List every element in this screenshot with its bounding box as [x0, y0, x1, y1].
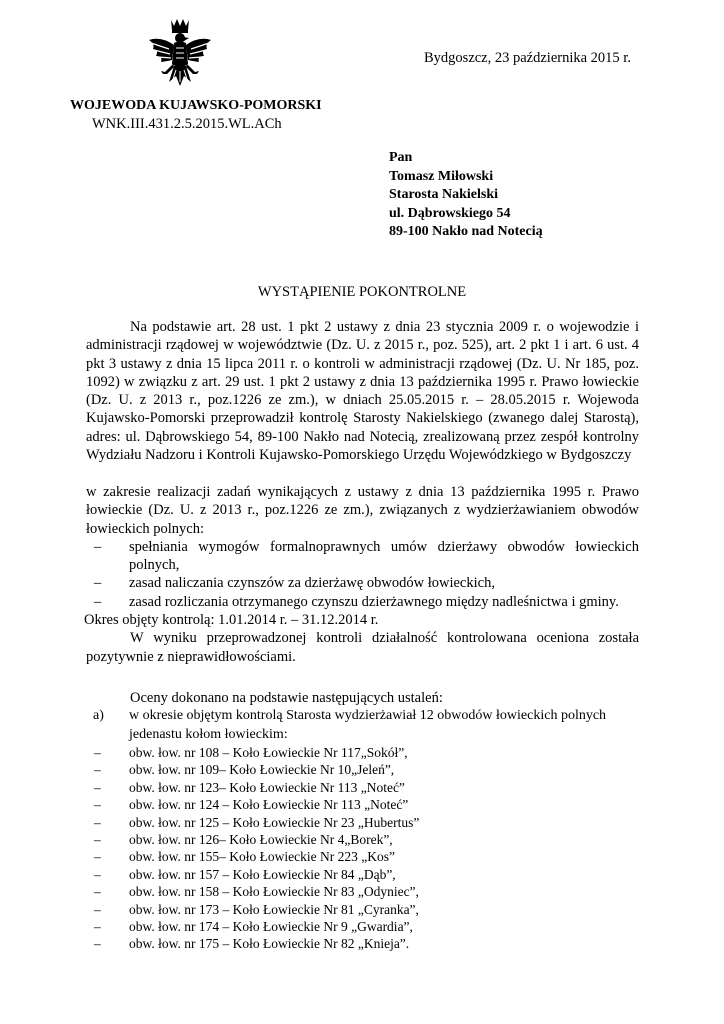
list-item: – obw. łow. nr 108 – Koło Łowieckie Nr 117„Sokół”,: [94, 744, 408, 760]
list-item: – obw. łow. nr 124 – Koło Łowieckie Nr 113 „Noteć”: [94, 797, 409, 813]
intro-paragraph: Na podstawie art. 28 ust. 1 pkt 2 ustawy z dnia 23 stycznia 2009 r. o wojewodzie i administracji rządowej w województwie (Dz. U. z 2015 r., poz. 525), art. 2 pkt 1 i art. 6 ust. 4 pkt 3 ustawy z dnia 15 lipca 2011 r. o kontroli w administracji rządowej (Dz. U. Nr 185, poz. 1092) w związku z art. 29 ust. 1 pkt 2 ustawy z dnia 13 października 1995 r. Prawo łowieckie (Dz. U. z 2013 r., poz.1226 ze zm.), w dniach 25.05.2015 r. – 28.05.2015 r. Wojewoda Kujawsko-Pomorski przeprowadził kontrolę Starosty Nakielskiego (zwanego dalej Starostą), adres: ul. Dąbrowskiego 54, 89-100 Nakło nad Notecią, zrealizowaną przez zespół kontrolny Wydziału Nadzoru i Kontroli Kujawsko-Pomorskiego Urzędu Wojewódzkiego w Bydgoszczy: [86, 319, 639, 464]
document-title: WYSTĄPIENIE POKONTROLNE: [257, 284, 467, 300]
dash-bullet: –: [94, 797, 101, 813]
dash-bullet: –: [94, 936, 101, 952]
dash-bullet: –: [94, 744, 101, 760]
list-item: – obw. łow. nr 158 – Koło Łowieckie Nr 83 „Odyniec”,: [94, 884, 419, 900]
dash-bullet: –: [94, 831, 101, 847]
findings-intro: Oceny dokonano na podstawie następujących ustaleń:: [130, 690, 443, 706]
control-period: Okres objęty kontrolą: 1.01.2014 r. – 31.12.2014 r.: [84, 612, 379, 629]
polish-eagle-emblem-icon: [143, 16, 217, 96]
dash-bullet: –: [94, 918, 101, 934]
dash-bullet: –: [94, 575, 102, 592]
list-item: – obw. łow. nr 157 – Koło Łowieckie Nr 84 „Dąb”,: [94, 866, 396, 882]
dash-bullet: –: [94, 901, 101, 917]
list-item: – obw. łow. nr 155– Koło Łowieckie Nr 223 „Kos”: [94, 849, 395, 865]
list-item: – zasad naliczania czynszów za dzierżawę obwodów łowieckich,: [94, 575, 495, 592]
addressee-street: ul. Dąbrowskiego 54: [389, 205, 511, 221]
issuing-authority: WOJEWODA KUJAWSKO-POMORSKI: [70, 98, 322, 113]
list-item: – obw. łow. nr 123– Koło Łowieckie Nr 113 „Noteć”: [94, 779, 405, 795]
list-item: – spełniania wymogów formalnoprawnych umów dzierżawy obwodów łowieckich polnych,: [94, 538, 639, 574]
scope-list: [86, 538, 639, 611]
addressee-salutation: Pan: [389, 150, 413, 165]
dash-bullet: –: [94, 593, 102, 610]
list-item: – obw. łow. nr 109– Koło Łowieckie Nr 10„Jeleń”,: [94, 762, 395, 778]
place-and-date: Bydgoszcz, 23 października 2015 r.: [424, 50, 631, 66]
addressee-name: Tomasz Miłowski: [389, 168, 494, 184]
assessment-paragraph: W wyniku przeprowadzonej kontroli działalność kontrolowana oceniona została pozytywnie z nieprawidłowościami.: [86, 630, 639, 665]
list-item: – obw. łow. nr 174 – Koło Łowieckie Nr 9 „Gwardia”,: [94, 918, 413, 934]
finding-a-text: w okresie objętym kontrolą Starosta wydzierżawiał 12 obwodów łowieckich polnych jedenastu kołom łowieckim:: [129, 708, 607, 742]
list-item: – obw. łow. nr 173 – Koło Łowieckie Nr 81 „Cyranka”,: [94, 901, 419, 917]
dash-bullet: –: [94, 779, 101, 795]
list-item: – obw. łow. nr 126– Koło Łowieckie Nr 4„Borek”,: [94, 831, 393, 847]
finding-letter: a): [93, 708, 104, 724]
dash-bullet: –: [94, 814, 101, 830]
dash-bullet: –: [94, 849, 101, 865]
addressee-city: 89-100 Nakło nad Notecią: [389, 224, 543, 239]
list-item: – obw. łow. nr 125 – Koło Łowieckie Nr 23 „Hubertus”: [94, 814, 420, 830]
scope-section: [86, 483, 639, 666]
finding-a: [86, 707, 639, 744]
addressee-position: Starosta Nakielski: [389, 187, 499, 202]
dash-bullet: –: [94, 538, 102, 555]
dash-bullet: –: [94, 866, 101, 882]
findings-section: [86, 689, 639, 953]
list-item: – obw. łow. nr 175 – Koło Łowieckie Nr 82 „Knieja”.: [94, 936, 410, 952]
list-item: – zasad rozliczania otrzymanego czynszu dzierżawnego między nadleśnictwa i gminy.: [94, 593, 619, 610]
dash-bullet: –: [94, 762, 101, 778]
hunting-circuits-list: [86, 744, 639, 953]
reference-number: WNK.III.431.2.5.2015.WL.ACh: [92, 116, 282, 132]
scope-intro: w zakresie realizacji zadań wynikających z ustawy z dnia 13 października 1995 r. Prawo łowieckie (Dz. U. z 2013 r., poz.1226 ze zm.), związanych z wydzierżawianiem obwodów łowieckich polnych:: [86, 484, 639, 537]
dash-bullet: –: [94, 884, 101, 900]
addressee-block: [389, 149, 543, 242]
